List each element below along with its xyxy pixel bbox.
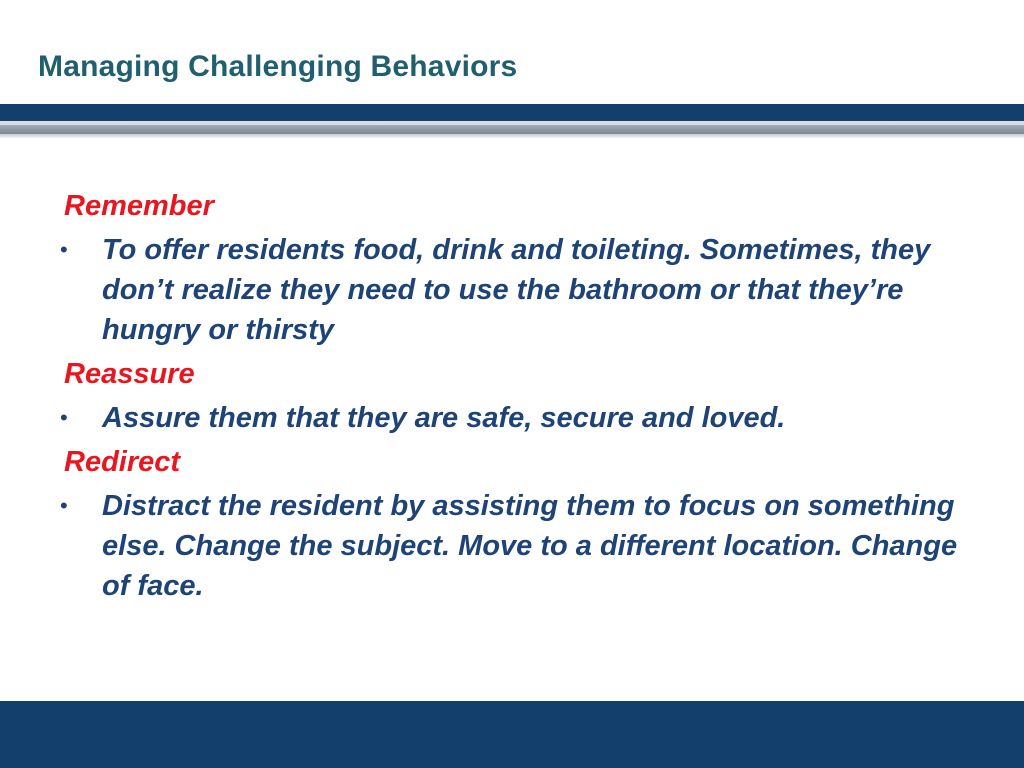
bullet-text: To offer residents food, drink and toileting. Sometimes, they don’t realize they need to use the bathroom or that they’re hungry or thirsty [102,234,931,346]
section-heading-remember: Remember [64,190,214,222]
bullet-item-remember [60,230,964,350]
bullet-dot-icon: • [60,493,68,518]
bullet-dot-icon: • [60,405,68,430]
header-band-light-stripe [0,134,1024,138]
section-heading-redirect: Redirect [64,446,181,478]
header-band-gray-stripe [0,125,1024,134]
bullet-dot-icon: • [60,237,68,262]
slide-title: Managing Challenging Behaviors [38,50,518,83]
header-band [0,104,1024,138]
slide-content [60,186,964,610]
section-heading-reassure: Reassure [64,358,195,390]
bullet-text: Distract the resident by assisting them to focus on something else. Change the subject. Move to a different location. Change of face. [102,490,958,602]
footer-band [0,701,1024,768]
bullet-item-redirect [60,486,964,606]
bullet-item-reassure [60,398,964,438]
header-band-dark-stripe [0,104,1024,121]
bullet-text: Assure them that they are safe, secure and loved. [102,402,786,434]
